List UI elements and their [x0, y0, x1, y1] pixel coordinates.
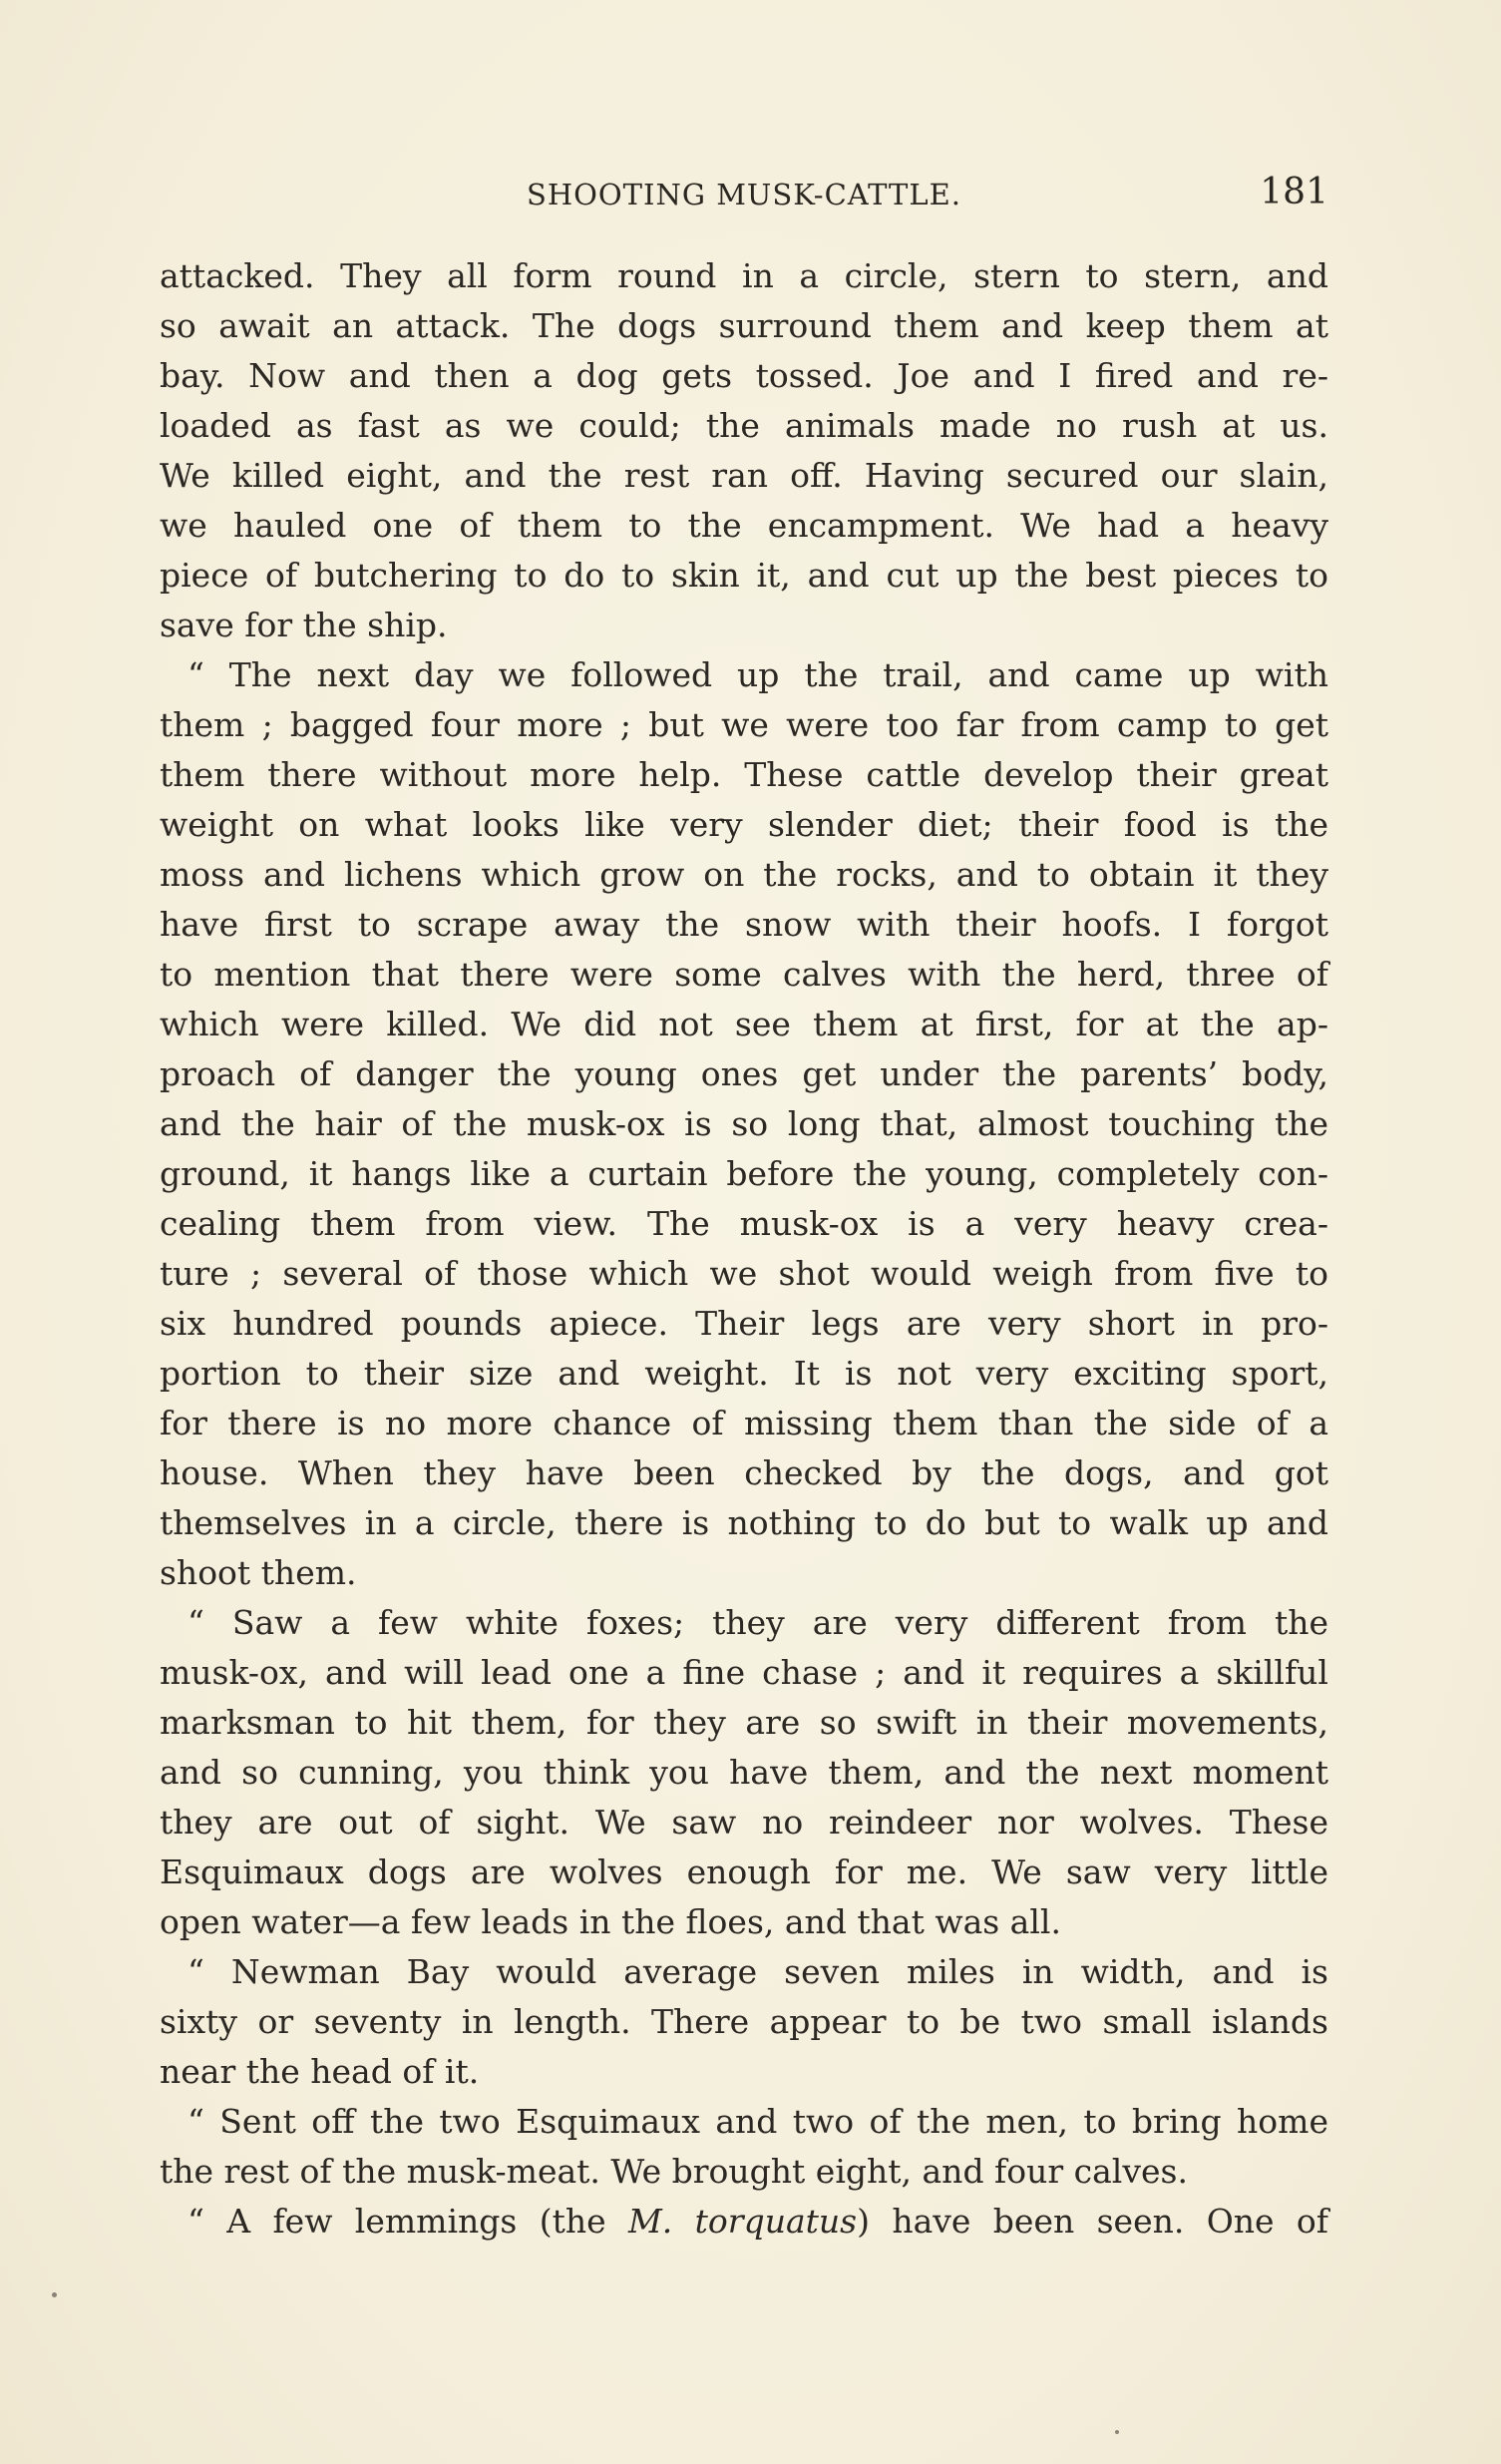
- text-line: which were killed. We did not see them at first, for at the ap-: [160, 1005, 1328, 1043]
- text-line-last: [160, 2197, 1328, 2247]
- text-line: We killed eight, and the rest ran off. Having secured our slain,: [160, 456, 1328, 495]
- text-line: “ Sent off the two Esquimaux and two of the men, to bring home: [188, 2102, 1328, 2141]
- text-line: “ The next day we followed up the trail, and came up with: [188, 655, 1328, 694]
- text-line: and so cunning, you think you have them, and the next moment: [160, 1753, 1328, 1792]
- text-line: ture ; several of those which we shot would weigh from five to: [160, 1254, 1328, 1293]
- text-line: them ; bagged four more ; but we were too far from camp to get: [160, 705, 1328, 744]
- text-fragment: ) have been seen. One of: [857, 2202, 1329, 2241]
- text-line: for there is no more chance of missing them than the side of a: [160, 1404, 1328, 1442]
- text-line: shoot them.: [160, 1553, 357, 1592]
- running-head: SHOOTING MUSK-CATTLE.: [526, 178, 962, 211]
- text-line: ground, it hangs like a curtain before the young, completely con-: [160, 1154, 1328, 1193]
- text-line: piece of butchering to do to skin it, and cut up the best pieces to: [160, 556, 1328, 595]
- text-line: and the hair of the musk-ox is so long that, almost touching the: [160, 1104, 1328, 1143]
- text-line: we hauled one of them to the encampment. We had a heavy: [160, 506, 1328, 545]
- paper-speck: [52, 2292, 57, 2297]
- text-line: six hundred pounds apiece. Their legs are very short in pro-: [160, 1304, 1328, 1343]
- text-line: Esquimaux dogs are wolves enough for me. We saw very little: [160, 1852, 1328, 1891]
- text-line: moss and lichens which grow on the rocks, and to obtain it they: [160, 855, 1328, 894]
- text-line: to mention that there were some calves with the herd, three of: [160, 955, 1328, 994]
- text-fragment: “ A few lemmings (the: [188, 2202, 629, 2241]
- species-name: M. torquatus: [628, 2202, 858, 2241]
- text-line: proach of danger the young ones get under the parents’ body,: [160, 1054, 1328, 1093]
- text-line: “ Newman Bay would average seven miles in width, and is: [188, 1952, 1328, 1991]
- page-header: [160, 172, 1328, 221]
- text-line: so await an attack. The dogs surround them and keep them at: [160, 306, 1328, 345]
- text-line: weight on what looks like very slender diet; their food is the: [160, 805, 1328, 844]
- text-line: themselves in a circle, there is nothing to do but to walk up and: [160, 1503, 1328, 1542]
- text-line: loaded as fast as we could; the animals made no rush at us.: [160, 406, 1328, 445]
- text-line: them there without more help. These cattle develop their great: [160, 755, 1328, 794]
- text-line: open water—a few leads in the floes, and that was all.: [160, 1902, 1061, 1941]
- text-line: portion to their size and weight. It is not very exciting sport,: [160, 1354, 1328, 1393]
- text-line: the rest of the musk-meat. We brought eight, and four calves.: [160, 2152, 1188, 2191]
- text-line: they are out of sight. We saw no reindeer nor wolves. These: [160, 1803, 1328, 1842]
- text-line: have first to scrape away the snow with their hoofs. I forgot: [160, 905, 1328, 944]
- text-line: bay. Now and then a dog gets tossed. Joe and I fired and re-: [160, 356, 1328, 395]
- text-line: “ Saw a few white foxes; they are very different from the: [188, 1603, 1328, 1642]
- paper-speck: [1115, 2430, 1119, 2434]
- text-line: near the head of it.: [160, 2052, 480, 2091]
- text-line: attacked. They all form round in a circle, stern to stern, and: [160, 256, 1328, 295]
- text-line: cealing them from view. The musk-ox is a very heavy crea-: [160, 1204, 1328, 1243]
- text-line: save for the ship.: [160, 606, 448, 644]
- text-line: marksman to hit them, for they are so swift in their movements,: [160, 1703, 1328, 1742]
- page-number: 181: [1260, 172, 1328, 212]
- text-line: musk-ox, and will lead one a fine chase ; and it requires a skillful: [160, 1653, 1328, 1692]
- body-text: [160, 251, 1328, 2247]
- text-line: sixty or seventy in length. There appear to be two small islands: [160, 2002, 1328, 2041]
- text-line: house. When they have been checked by the dogs, and got: [160, 1453, 1328, 1492]
